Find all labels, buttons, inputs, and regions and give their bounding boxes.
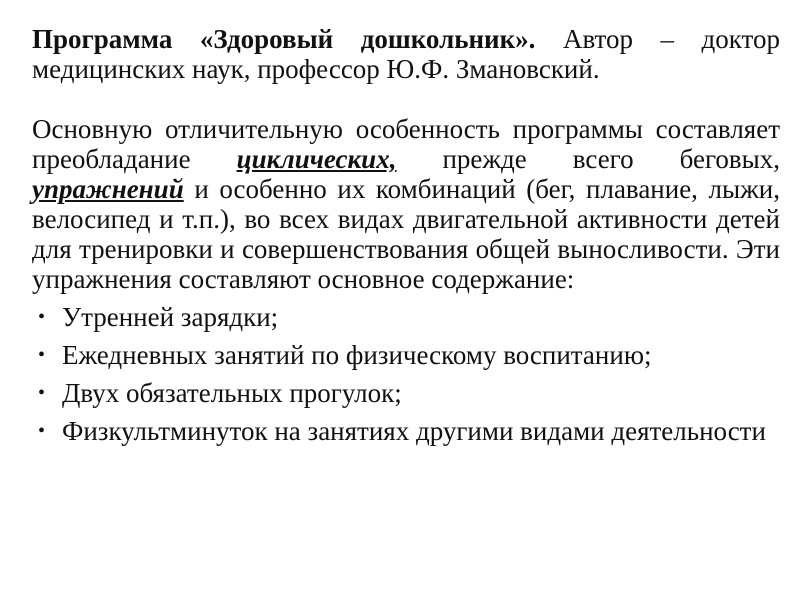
emphasis-cyclic: циклических, (236, 144, 397, 174)
program-title: Программа «Здоровый дошкольник». (32, 24, 536, 54)
list-item (32, 340, 780, 370)
program-author: Автор – доктор медицинских наук, профессор Ю.Ф. Змановский. (32, 24, 780, 84)
slide-content (32, 24, 780, 454)
intro-paragraph (32, 24, 780, 84)
list-item (32, 302, 780, 332)
description-paragraph (32, 114, 780, 294)
emphasis-exercises: упражнений (32, 174, 184, 204)
bullet-icon: • (38, 344, 46, 366)
list-item-text: Физкультминуток на занятиях другими видами деятельности (62, 416, 766, 446)
description-part-2: прежде всего беговых, (396, 144, 780, 174)
bullet-icon: • (38, 420, 46, 442)
list-item-text: Ежедневных занятий по физическому воспитанию; (62, 340, 652, 370)
list-item (32, 416, 780, 446)
list-item (32, 378, 780, 408)
list-item-text: Утренней зарядки; (62, 302, 279, 332)
bullet-icon: • (38, 306, 46, 328)
description-part-1: Основную отличительную особенность программы составляет преобладание (32, 114, 780, 174)
description-part-3: и особенно их комбинаций (бег, плавание, лыжи, велосипед и т.п.), во всех видах двигательной активности детей для тренировки и совершенствования общей выносливости. Эти упражнения составляют основное содержание: (32, 174, 780, 294)
bullet-icon: • (38, 382, 46, 404)
content-list (32, 302, 780, 446)
list-item-text: Двух обязательных прогулок; (62, 378, 402, 408)
